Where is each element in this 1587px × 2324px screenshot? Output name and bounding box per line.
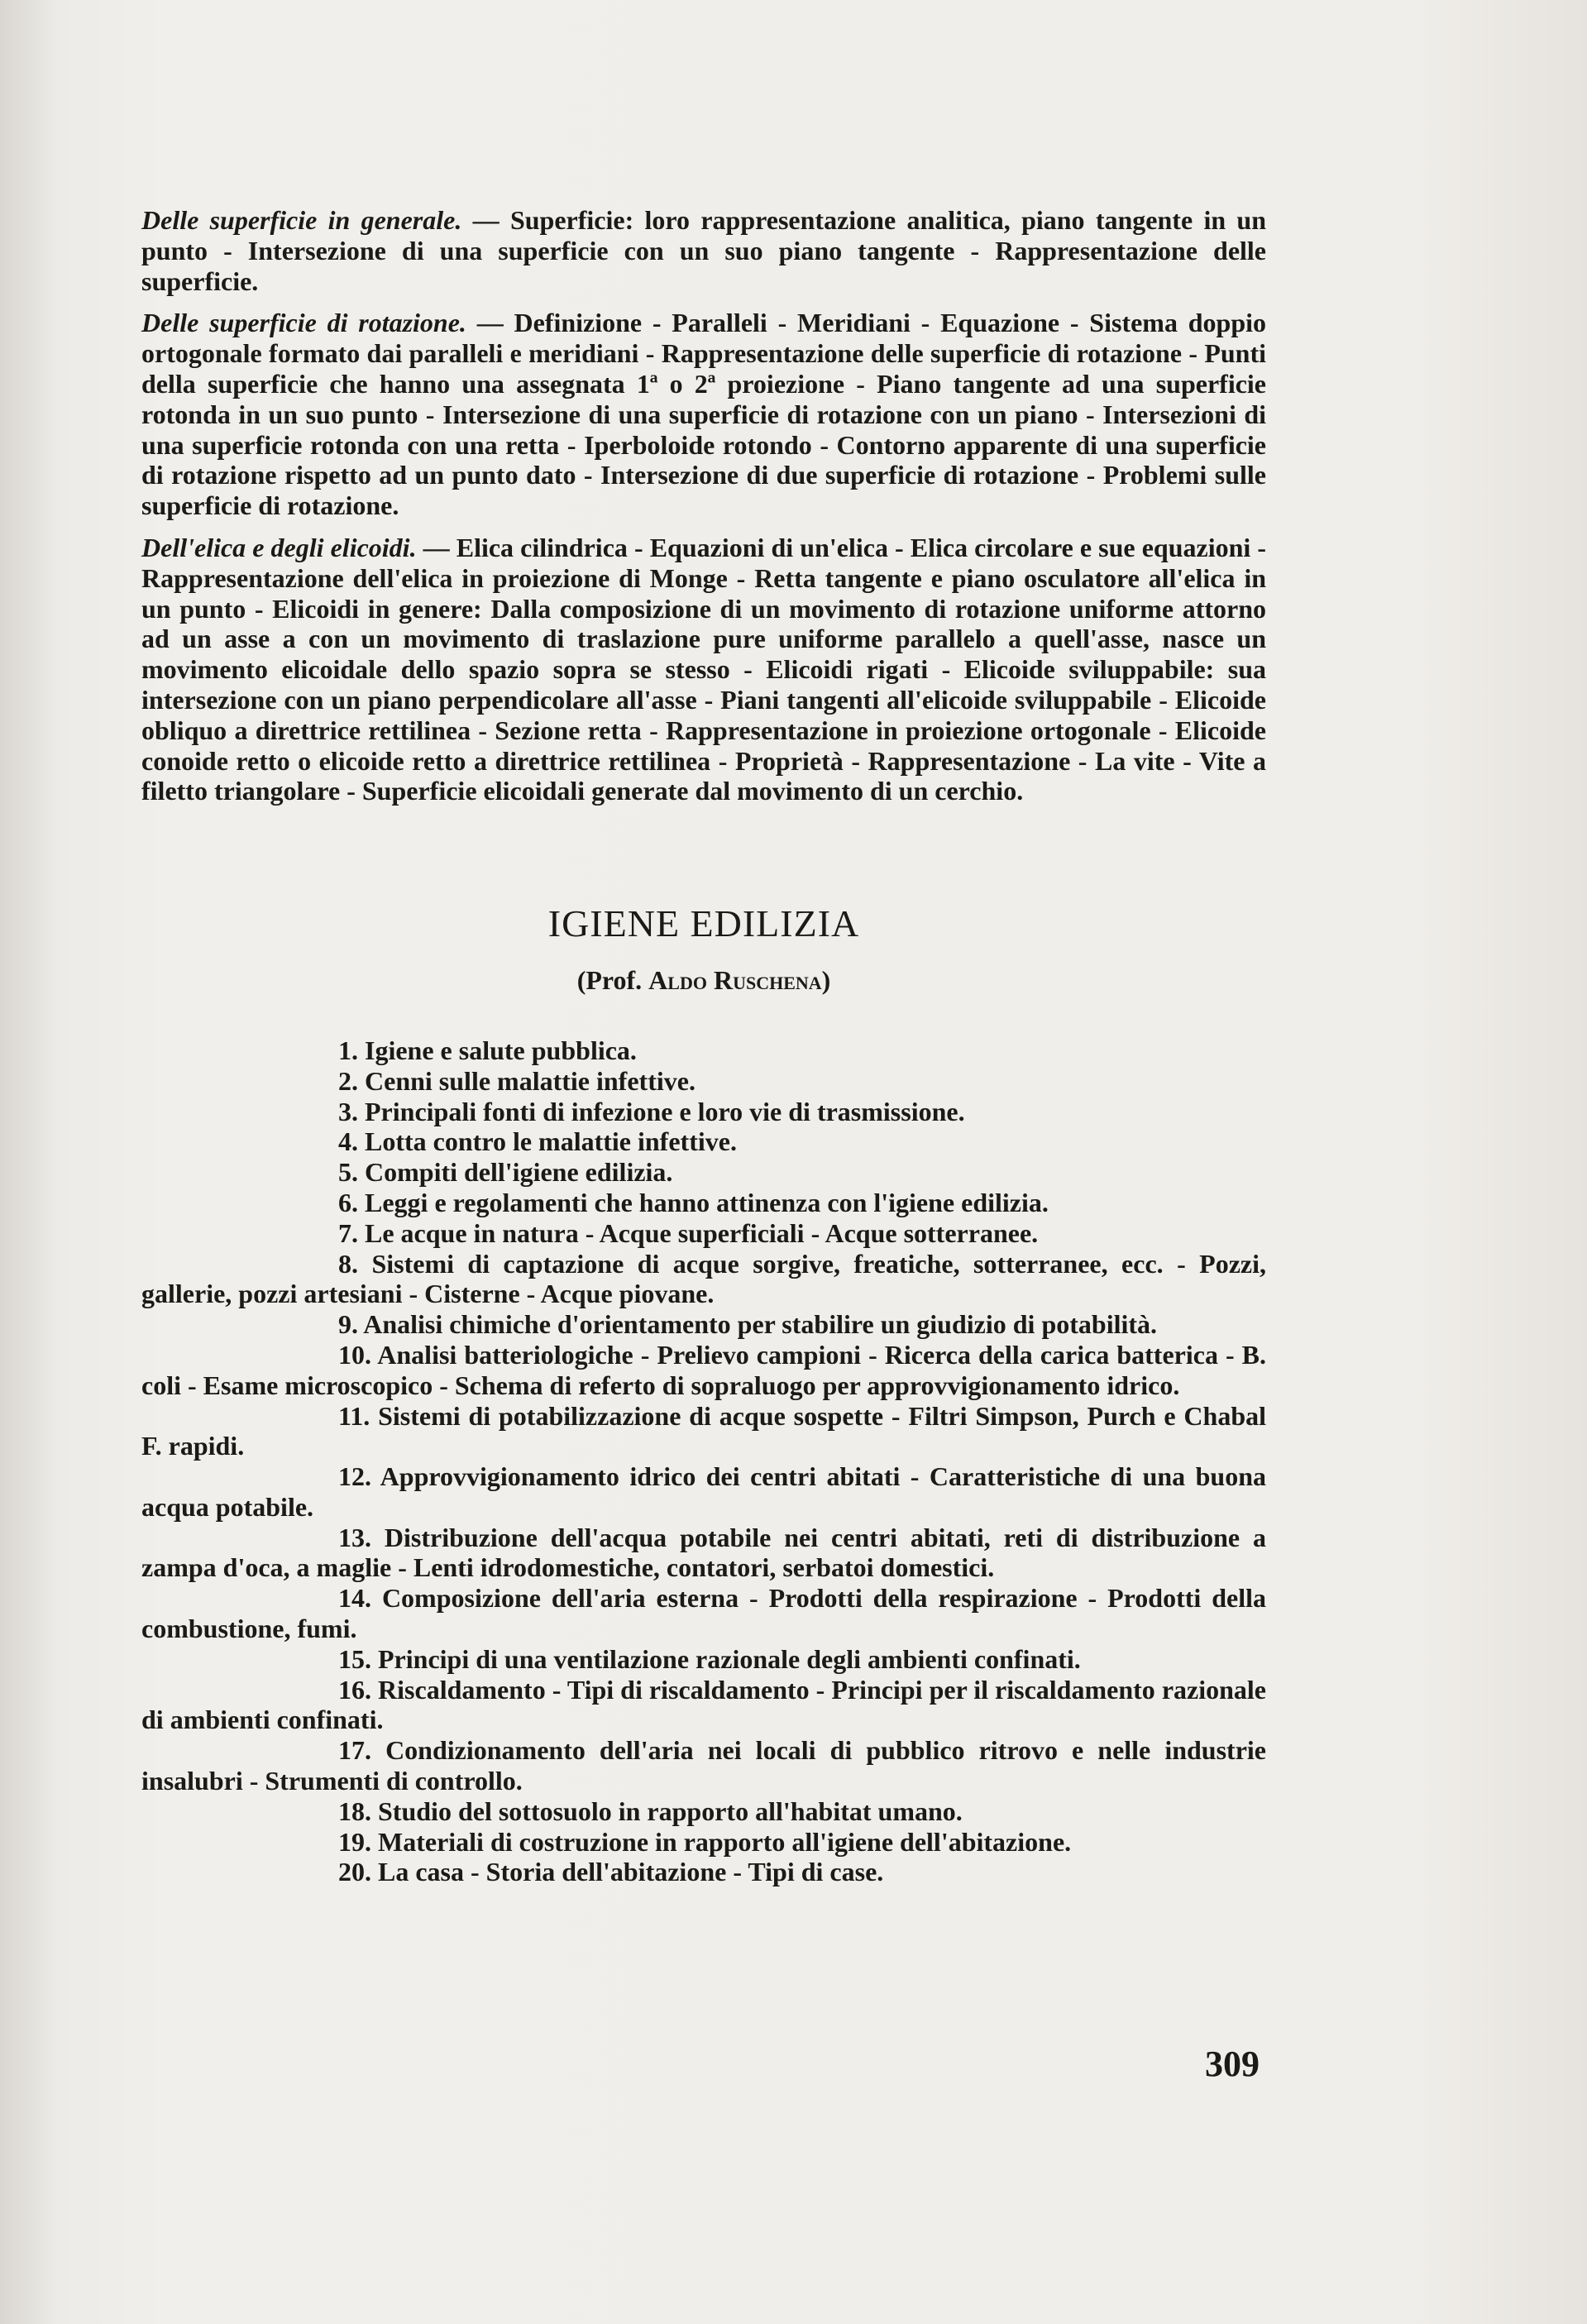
item-number: 1. xyxy=(338,1035,358,1065)
paragraph-elica-elicoidi xyxy=(141,533,1266,806)
item-text: Studio del sottosuolo in rapporto all'habitat umano. xyxy=(378,1796,963,1826)
list-item xyxy=(141,1097,1266,1127)
item-text: Riscaldamento - Tipi di riscaldamento - Principi per il riscaldamento razionale di ambienti confinati. xyxy=(141,1674,1267,1735)
item-text: Lotta contro le malattie infettive. xyxy=(365,1126,737,1157)
item-number: 5. xyxy=(338,1157,358,1188)
item-text: Compiti dell'igiene edilizia. xyxy=(365,1157,673,1188)
list-item xyxy=(141,1857,1266,1887)
list-item xyxy=(141,1066,1266,1097)
list-item xyxy=(141,1583,1266,1644)
list-item xyxy=(141,1735,1266,1796)
paragraph-lead: Delle superficie di rotazione. xyxy=(141,308,466,338)
item-number: 16. xyxy=(338,1674,371,1705)
paragraph-lead: Dell'elica e degli elicoidi. xyxy=(141,532,417,562)
page-content xyxy=(141,205,1266,1887)
paragraph-text: — Elica cilindrica - Equazioni di un'elica - Elica circolare e sue equazioni - Rappresentazione dell'elica in proiezione di Monge - Retta tangente e piano osculatore all'elica in un punto - Elicoidi in genere: Dalla composizione di un movimento di rotazione uniforme attorno ad un asse a con un movimento di traslazione pure uniforme parallelo a quell'asse, nasce un movimento elicoidale dello spazio sopra se stesso - Elicoidi rigati - Elicoide sviluppabile: sua intersezione con un piano perpendicolare all'asse - Piani tangenti all'elicoide sviluppabile - Elicoide obliquo a direttrice rettilinea - Sezione retta - Rappresentazione in proiezione ortogonale - Elicoide conoide retto o elicoide retto a direttrice rettilinea - Proprietà - Rappresentazione - La vite - Vite a filetto triangolare - Superficie elicoidali generate dal movimento di un cerchio. xyxy=(141,532,1266,806)
list-item xyxy=(141,1827,1266,1858)
item-number: 11. xyxy=(338,1400,370,1431)
item-text: La casa - Storia dell'abitazione - Tipi di case. xyxy=(378,1857,884,1887)
item-number: 18. xyxy=(338,1796,371,1826)
topic-list xyxy=(141,1035,1266,1887)
item-text: Leggi e regolamenti che hanno attinenza con l'igiene edilizia. xyxy=(365,1187,1049,1217)
item-number: 6. xyxy=(338,1187,358,1217)
list-item xyxy=(141,1401,1266,1462)
paragraph-superficie-rotazione xyxy=(141,308,1266,521)
item-text: Principali fonti di infezione e loro vie di trasmissione. xyxy=(365,1096,965,1126)
item-number: 10. xyxy=(338,1339,371,1370)
item-text: Sistemi di potabilizzazione di acque sospette - Filtri Simpson, Purch e Chabal F. rapidi. xyxy=(141,1400,1267,1461)
item-number: 17. xyxy=(338,1735,371,1766)
item-text: Cenni sulle malattie infettive. xyxy=(365,1065,696,1096)
item-number: 12. xyxy=(338,1461,371,1492)
item-number: 13. xyxy=(338,1522,371,1552)
list-item xyxy=(141,1126,1266,1157)
list-item xyxy=(141,1249,1266,1310)
item-number: 19. xyxy=(338,1826,371,1857)
list-item xyxy=(141,1309,1266,1340)
item-text: Sistemi di captazione di acque sorgive, freatiche, sotterranee, ecc. - Pozzi, gallerie, pozzi artesiani - Cisterne - Acque piovane. xyxy=(141,1248,1267,1309)
item-text: Le acque in natura - Acque superficiali - Acque sotterranee. xyxy=(365,1217,1039,1248)
list-item xyxy=(141,1644,1266,1675)
item-number: 7. xyxy=(338,1217,358,1248)
section-title: IGIENE EDILIZIA xyxy=(547,902,860,945)
item-number: 3. xyxy=(338,1096,358,1126)
list-item xyxy=(141,1188,1266,1218)
prof-name: Aldo Ruschena xyxy=(648,965,822,996)
item-number: 15. xyxy=(338,1643,371,1674)
item-number: 4. xyxy=(338,1126,358,1157)
item-number: 14. xyxy=(338,1583,371,1614)
item-text: Igiene e salute pubblica. xyxy=(365,1035,637,1065)
list-item xyxy=(141,1461,1266,1523)
paragraph-text: — Definizione - Paralleli - Meridiani - Equazione - Sistema doppio ortogonale formato dai paralleli e meridiani - Rappresentazione delle superficie di rotazione - Punti della superficie che hanno una assegnata 1ª o 2ª proiezione - Piano tangente ad una superficie rotonda in un suo punto - Intersezione di una superficie di rotazione con un piano - Intersezioni di una superficie rotonda con una retta - Iperboloide rotondo - Contorno apparente di una superficie di rotazione rispetto ad un punto dato - Intersezione di due superficie di rotazione - Problemi sulle superficie di rotazione. xyxy=(141,308,1267,521)
item-text: Materiali di costruzione in rapporto all'igiene dell'abitazione. xyxy=(378,1826,1072,1857)
list-item xyxy=(141,1157,1266,1188)
item-text: Condizionamento dell'aria nei locali di pubblico ritrovo e nelle industrie insalubri - Strumenti di controllo. xyxy=(141,1735,1267,1796)
item-number: 2. xyxy=(338,1065,358,1096)
list-item xyxy=(141,1218,1266,1249)
item-number: 9. xyxy=(338,1309,358,1340)
item-text: Principi di una ventilazione razionale degli ambienti confinati. xyxy=(378,1643,1081,1674)
list-item xyxy=(141,1523,1266,1584)
item-number: 8. xyxy=(338,1248,358,1279)
item-number: 20. xyxy=(338,1857,371,1887)
item-text: Approvvigionamento idrico dei centri abitati - Caratteristiche di una buona acqua potabile. xyxy=(141,1461,1266,1522)
item-text: Analisi chimiche d'orientamento per stabilire un giudizio di potabilità. xyxy=(363,1309,1158,1340)
list-item xyxy=(141,1796,1266,1827)
list-item xyxy=(141,1340,1266,1401)
paragraph-text: — Superficie: loro rappresentazione analitica, piano tangente in un punto - Intersezione di una superficie con un suo piano tangente - Rappresentazione delle superficie. xyxy=(141,205,1267,296)
paragraph-lead: Delle superficie in generale. xyxy=(141,205,462,235)
item-text: Composizione dell'aria esterna - Prodotti della respirazione - Prodotti della combustione, fumi. xyxy=(141,1583,1267,1644)
list-item xyxy=(141,1675,1266,1736)
page-number: 309 xyxy=(1205,2044,1260,2084)
item-text: Distribuzione dell'acqua potabile nei centri abitati, reti di distribuzione a zampa d'oca, a maglie - Lenti idrodomestiche, contatori, serbatoi domestici. xyxy=(141,1522,1267,1583)
section-professor xyxy=(141,965,1266,996)
prof-open: (Prof. xyxy=(576,965,649,996)
item-text: Analisi batteriologiche - Prelievo campioni - Ricerca della carica batterica - B. coli - Esame microscopico - Schema di referto di sopraluogo per approvvigionamento idrico. xyxy=(141,1339,1267,1400)
list-item xyxy=(141,1035,1266,1066)
paragraph-superficie-generale xyxy=(141,205,1266,296)
prof-close: ) xyxy=(821,965,831,996)
